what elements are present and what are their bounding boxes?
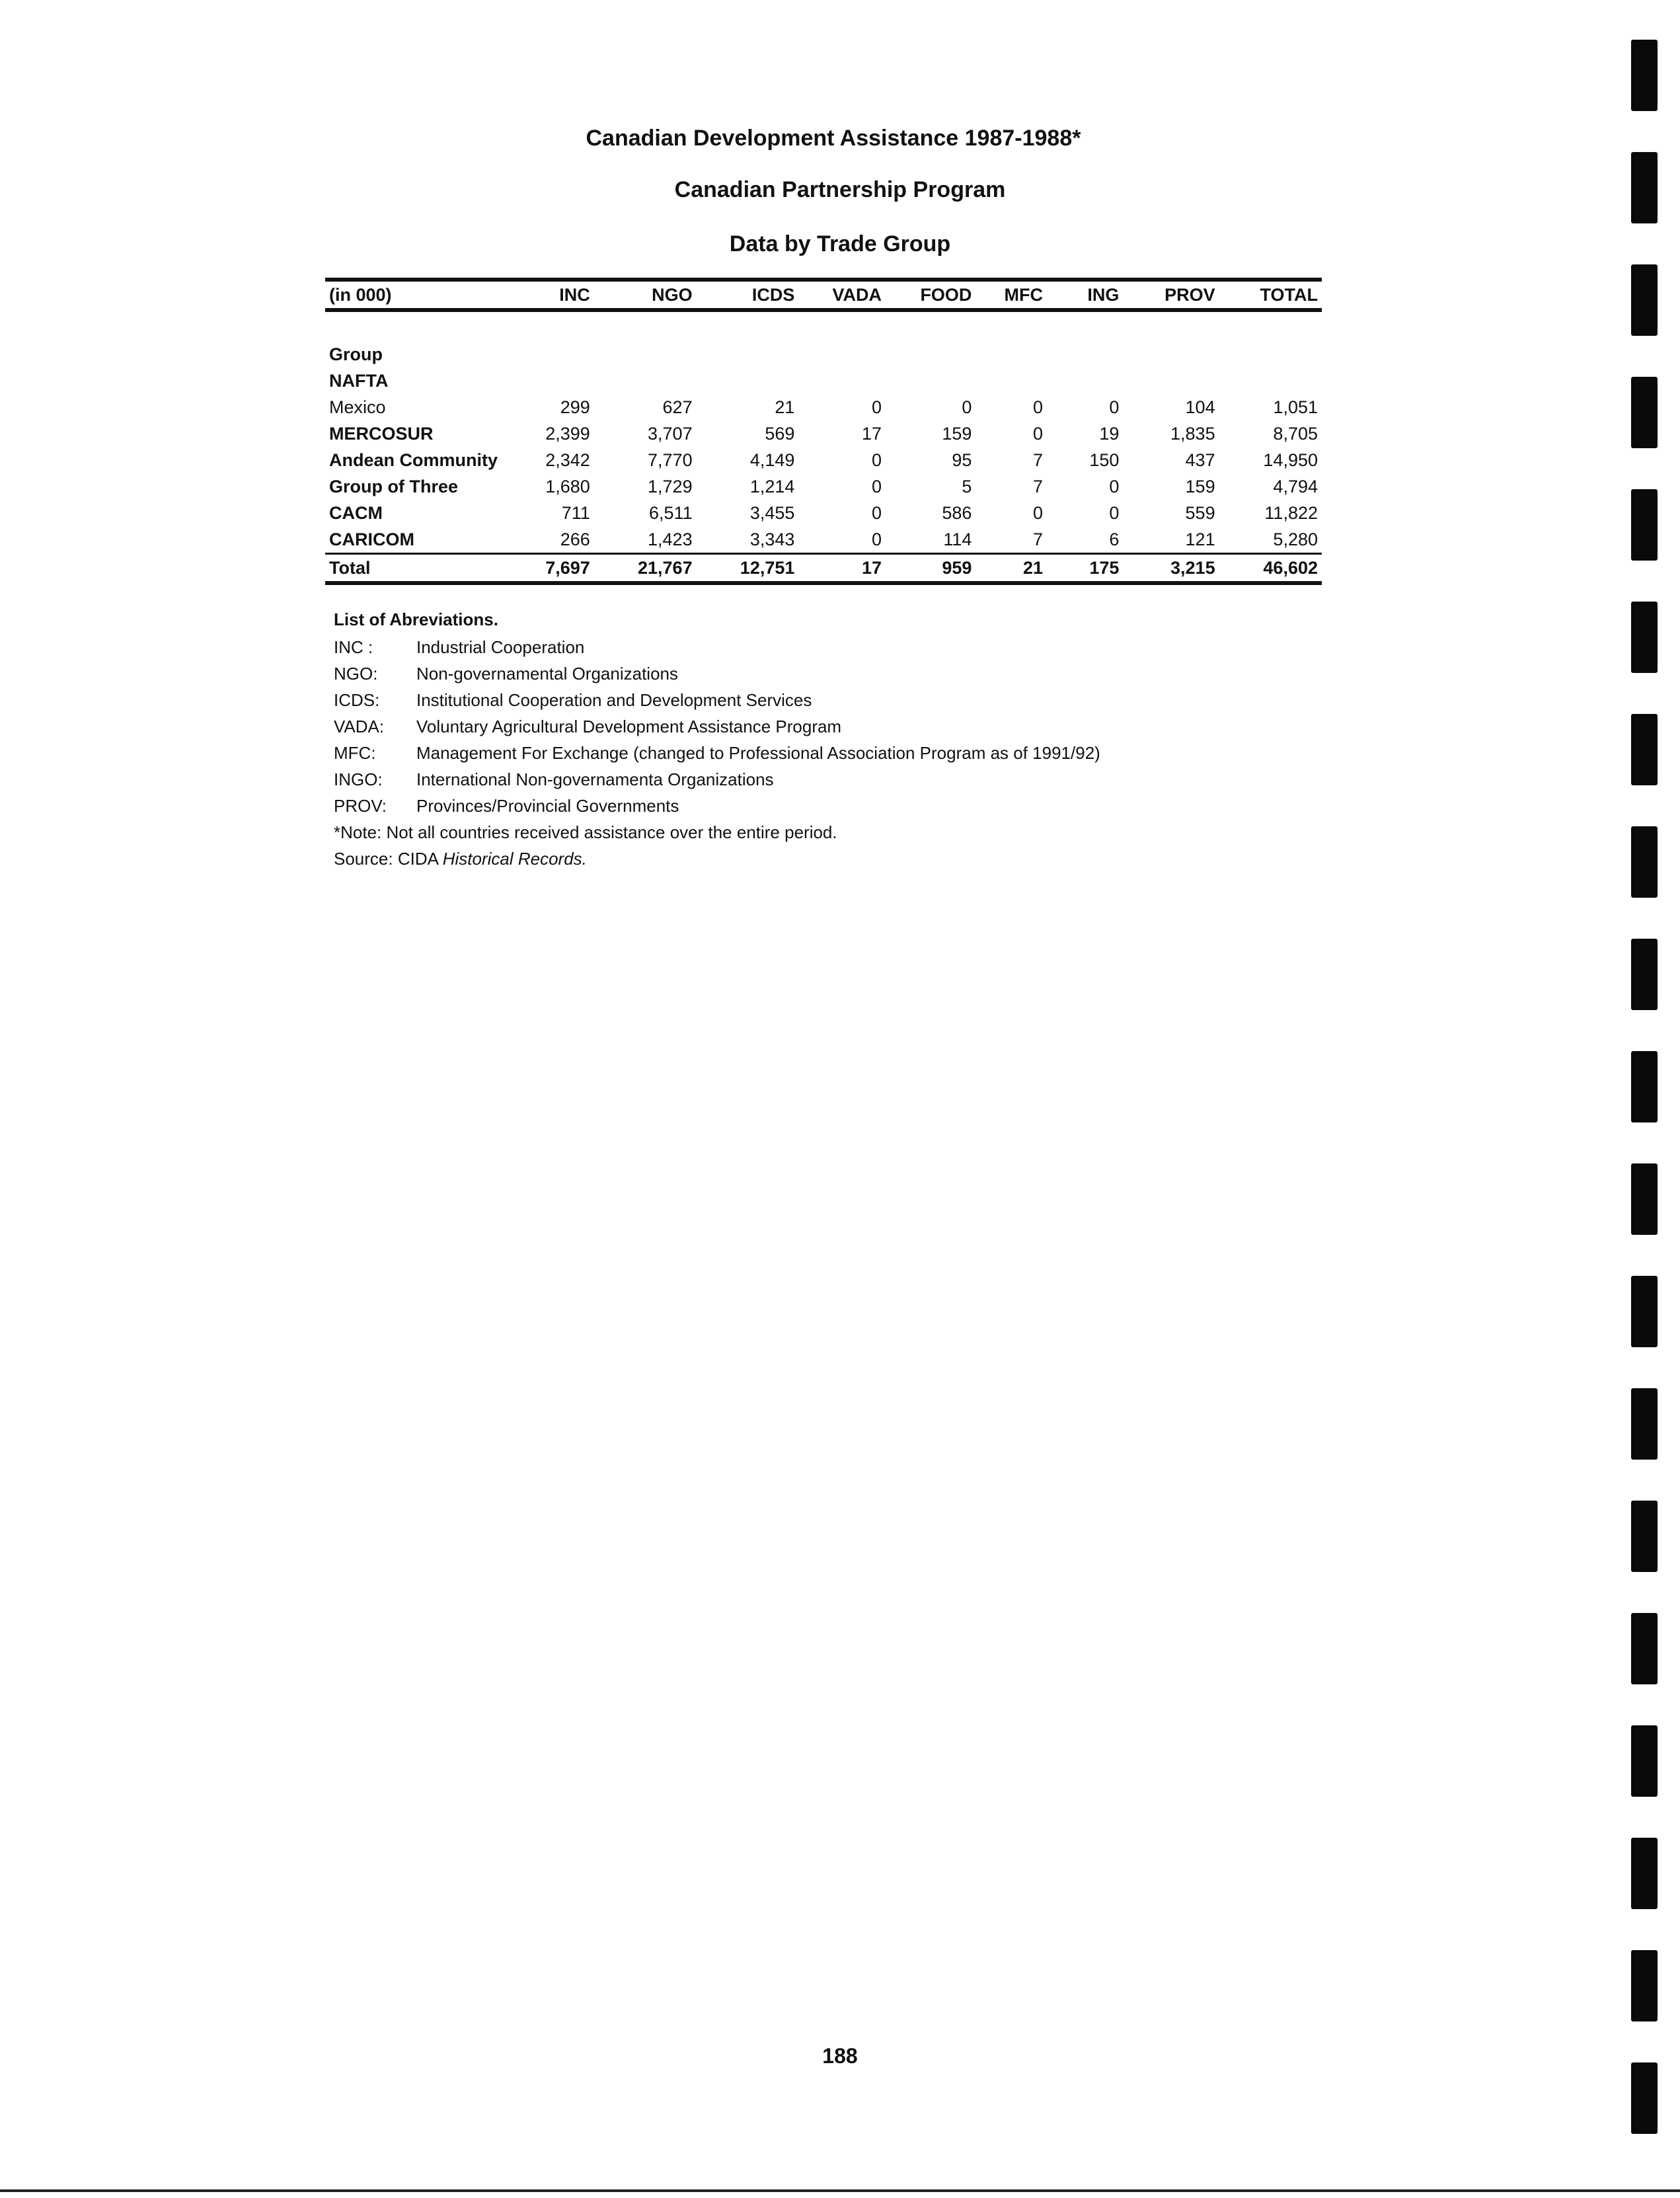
source-prefix: Source: CIDA — [334, 849, 443, 869]
binding-mark — [1631, 1163, 1658, 1235]
abbreviation-value: Voluntary Agricultural Development Assistance Program — [416, 716, 842, 736]
binding-marks — [1631, 40, 1658, 2181]
footnote: *Note: Not all countries received assistance over the entire period. — [334, 822, 837, 842]
binding-mark — [1631, 2062, 1658, 2134]
cell: 0 — [871, 397, 882, 417]
nafta-label: NAFTA — [329, 370, 389, 391]
cell: 14,950 — [1263, 450, 1318, 470]
cell: 5,280 — [1273, 529, 1318, 549]
cell: 21 — [775, 397, 795, 417]
binding-mark — [1631, 1388, 1658, 1460]
cell: 586 — [942, 502, 972, 523]
cell: 627 — [662, 397, 693, 417]
binding-mark — [1631, 602, 1658, 673]
cell: 95 — [952, 450, 972, 470]
abbreviation-value: Industrial Cooperation — [416, 637, 585, 657]
table-row — [325, 394, 1322, 420]
cell: 3,455 — [749, 502, 795, 523]
abbreviation-key: PROV: — [334, 795, 387, 816]
cell: 3,707 — [648, 423, 693, 444]
abbreviation-item — [334, 793, 1100, 819]
abbreviation-value: Management For Exchange (changed to Professional Association Program as of 1991/92) — [416, 742, 1100, 763]
binding-mark — [1631, 826, 1658, 898]
cell: 711 — [561, 502, 590, 523]
cell: 1,835 — [1170, 423, 1215, 444]
table-row — [325, 500, 1322, 526]
cell: 0 — [871, 529, 882, 549]
binding-mark — [1631, 1725, 1658, 1797]
row-label: Mexico — [329, 397, 386, 417]
cell: 0 — [1032, 423, 1043, 444]
cell: 46,602 — [1263, 557, 1318, 578]
assistance-table — [325, 278, 1322, 585]
cell: 19 — [1099, 423, 1120, 444]
cell: 437 — [1185, 450, 1215, 470]
row-label: CACM — [329, 502, 383, 523]
column-header-unit: (in 000) — [329, 284, 392, 305]
cell: 11,822 — [1264, 502, 1318, 523]
row-label: Andean Community — [329, 450, 498, 470]
cell: 7 — [1032, 529, 1043, 549]
binding-mark — [1631, 40, 1658, 111]
row-label: CARICOM — [329, 529, 414, 549]
cell: 150 — [1089, 450, 1120, 470]
cell: 0 — [871, 502, 882, 523]
column-header-icds: ICDS — [751, 284, 795, 305]
column-header-ing: ING — [1087, 284, 1120, 305]
binding-mark — [1631, 264, 1658, 336]
cell: 299 — [560, 397, 590, 417]
abbreviation-value: Institutional Cooperation and Development Services — [416, 689, 812, 710]
cell: 569 — [765, 423, 795, 444]
cell: 266 — [560, 529, 590, 549]
cell: 17 — [861, 423, 882, 444]
abbreviation-item — [334, 687, 1100, 713]
abbreviation-key: NGO: — [334, 663, 378, 684]
abbreviation-key: VADA: — [334, 716, 385, 736]
cell: 559 — [1185, 502, 1215, 523]
column-header-inc: INC — [559, 284, 590, 305]
row-label: MERCOSUR — [329, 423, 434, 444]
cell: 121 — [1185, 529, 1215, 549]
cell: 4,149 — [749, 450, 795, 470]
cell: 5 — [962, 476, 972, 496]
table-header-row — [325, 280, 1322, 310]
cell: 7,770 — [648, 450, 693, 470]
cell: 21,767 — [638, 557, 693, 578]
binding-mark — [1631, 1051, 1658, 1122]
cell: 3,215 — [1170, 557, 1215, 578]
nafta-label-row — [325, 368, 1322, 394]
cell: 17 — [861, 557, 882, 578]
cell: 175 — [1089, 557, 1120, 578]
cell: 1,680 — [545, 476, 590, 496]
cell: 159 — [942, 423, 972, 444]
cell: 0 — [962, 397, 972, 417]
cell: 2,342 — [545, 450, 590, 470]
cell: 0 — [1109, 502, 1120, 523]
table-row — [325, 526, 1322, 554]
abbreviation-key: ICDS: — [334, 689, 380, 710]
table-row — [325, 420, 1322, 447]
source-title: Historical Records. — [442, 849, 587, 869]
cell: 4,794 — [1273, 476, 1318, 496]
document-title: Canadian Development Assistance 1987-1988* — [586, 126, 1081, 151]
cell: 0 — [1032, 502, 1043, 523]
cell: 959 — [942, 557, 972, 578]
abbreviation-item — [334, 634, 1100, 660]
cell: 1,423 — [648, 529, 693, 549]
binding-mark — [1631, 1950, 1658, 2021]
binding-mark — [1631, 377, 1658, 448]
cell: 6,511 — [649, 502, 693, 523]
abbreviation-value: Provinces/Provincial Governments — [416, 795, 679, 816]
cell: 7,697 — [545, 557, 590, 578]
total-row — [325, 554, 1322, 584]
cell: 1,214 — [749, 476, 795, 496]
cell: 0 — [1109, 476, 1120, 496]
cell: 21 — [1022, 557, 1043, 578]
column-header-prov: PROV — [1165, 284, 1215, 305]
cell: 7 — [1032, 450, 1043, 470]
column-header-total: TOTAL — [1260, 284, 1318, 305]
abbreviation-value: Non-governamental Organizations — [416, 663, 678, 684]
cell: 6 — [1109, 529, 1120, 549]
column-header-mfc: MFC — [1004, 284, 1043, 305]
table-title: Data by Trade Group — [729, 231, 951, 256]
cell: 8,705 — [1273, 423, 1318, 444]
document-subtitle: Canadian Partnership Program — [674, 177, 1006, 202]
abbreviation-value: International Non-governamenta Organizations — [416, 769, 774, 789]
column-header-ngo: NGO — [652, 284, 693, 305]
binding-mark — [1631, 489, 1658, 561]
abbreviation-item — [334, 660, 1100, 687]
source-note — [334, 845, 1100, 872]
column-header-vada: VADA — [832, 284, 882, 305]
binding-mark — [1631, 714, 1658, 785]
abbreviation-item — [334, 740, 1100, 766]
abbreviation-key: INC : — [334, 637, 373, 657]
cell: 0 — [871, 476, 882, 496]
cell: 2,399 — [545, 423, 590, 444]
binding-mark — [1631, 1613, 1658, 1684]
abbreviations-heading: List of Abreviations. — [334, 609, 498, 629]
cell: 3,343 — [749, 529, 795, 549]
table-row — [325, 447, 1322, 473]
cell: 0 — [1032, 397, 1043, 417]
cell: 114 — [943, 529, 972, 549]
cell: 7 — [1032, 476, 1043, 496]
abbreviation-item — [334, 713, 1100, 740]
cell: 159 — [1185, 476, 1215, 496]
abbreviation-key: MFC: — [334, 742, 376, 763]
binding-mark — [1631, 152, 1658, 223]
abbreviation-item — [334, 766, 1100, 793]
column-header-food: FOOD — [920, 284, 972, 305]
cell: 1,051 — [1273, 397, 1318, 417]
group-label: Group — [329, 344, 383, 364]
group-label-row — [325, 341, 1322, 368]
binding-mark — [1631, 1276, 1658, 1347]
cell: 0 — [871, 450, 882, 470]
binding-mark — [1631, 1501, 1658, 1572]
abbreviation-key: INGO: — [334, 769, 383, 789]
row-label: Total — [329, 557, 371, 578]
cell: 0 — [1109, 397, 1120, 417]
cell: 104 — [1185, 397, 1215, 417]
page-number: 188 — [822, 2044, 858, 2068]
binding-mark — [1631, 1838, 1658, 1909]
table-row — [325, 473, 1322, 500]
abbreviations-list — [334, 609, 1100, 872]
cell: 12,751 — [740, 557, 795, 578]
binding-mark — [1631, 939, 1658, 1010]
cell: 1,729 — [648, 476, 693, 496]
scan-edge-line — [0, 2189, 1680, 2192]
row-label: Group of Three — [329, 476, 458, 496]
